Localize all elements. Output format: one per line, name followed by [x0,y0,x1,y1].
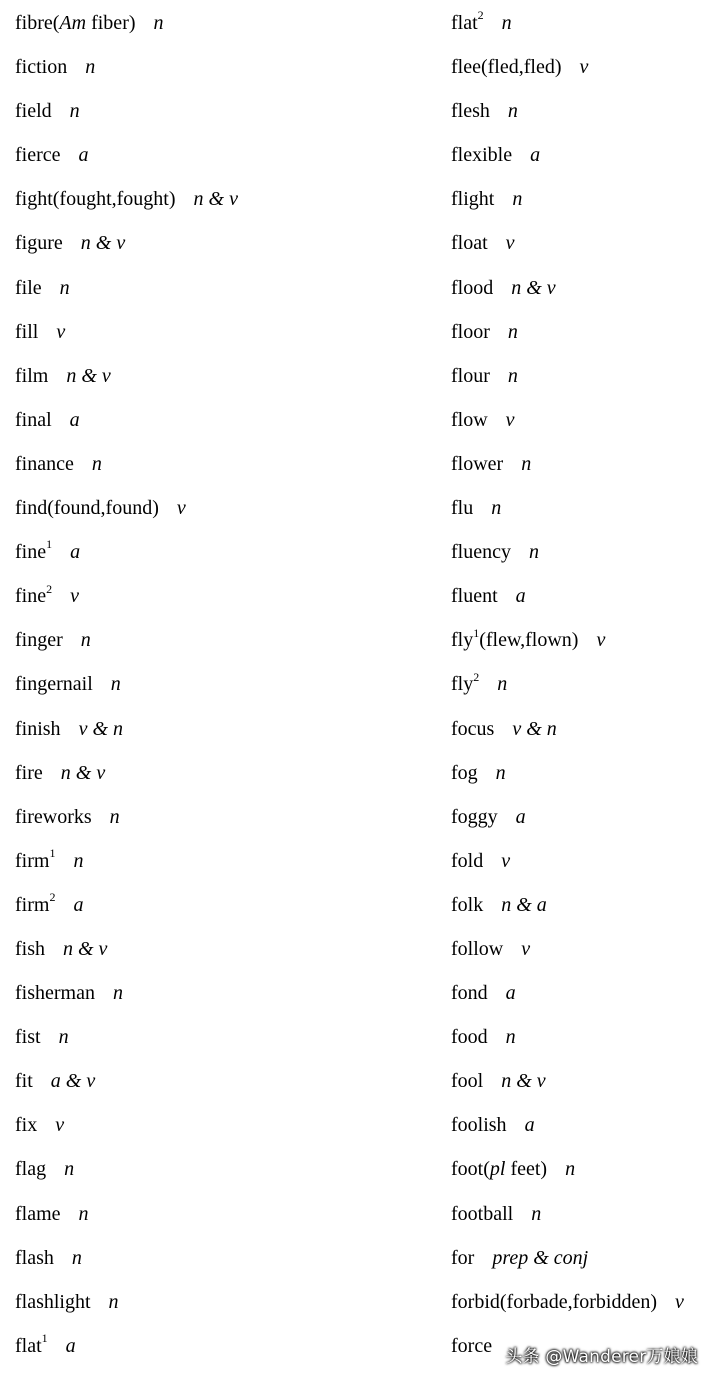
vocab-entry [451,184,709,228]
vocab-entry [15,96,435,140]
headword [451,850,483,872]
vocab-entry [15,934,435,978]
vocab-entry [15,1022,435,1066]
headword [15,1331,48,1357]
headword-text: fingernail [15,673,93,696]
headword-text: find(found,found) [15,497,159,520]
vocab-entry [15,361,435,405]
headword-text: folk [451,893,484,916]
headword [15,1158,46,1180]
headword [15,232,63,254]
part-of-speech: n [91,452,102,475]
vocab-entry [451,96,709,140]
vocab-entry [15,1110,435,1154]
vocab-entry [451,934,709,978]
headword [451,1158,547,1180]
headword [15,100,52,122]
part-of-speech: n [512,188,523,211]
part-of-speech: n [78,1202,89,1225]
vocab-entry [451,405,709,449]
headword [451,982,488,1004]
vocab-entry [15,978,435,1022]
headword [15,938,45,960]
part-of-speech: a & v [50,1070,96,1093]
headword [15,718,61,740]
headword [451,321,490,343]
headword-suffix: (flew,flown) [479,629,579,652]
vocab-entry [451,1066,709,1110]
part-of-speech: n & v [80,232,126,255]
headword [451,1203,513,1225]
part-of-speech: n [85,56,96,79]
part-of-speech: n & v [66,364,111,387]
headword-text: figure [15,232,63,255]
homograph-number: 1 [473,625,480,640]
headword-text: fly [451,673,474,696]
vocab-entry [15,581,435,625]
part-of-speech: n [565,1158,576,1181]
headword [451,1335,492,1357]
part-of-speech: n [112,982,123,1005]
part-of-speech: v [521,937,531,960]
headword [15,277,42,299]
vocab-entry [451,228,709,272]
headword [451,585,498,607]
headword-text: flower [451,452,504,475]
homograph-number: 2 [46,581,53,596]
part-of-speech: n [507,320,518,343]
headword-text: float [451,232,488,255]
part-of-speech: n [108,1290,119,1313]
headword [451,806,498,828]
headword-text: flight [451,188,495,211]
part-of-speech: n [110,673,121,696]
headword-text: flashlight [15,1290,91,1313]
part-of-speech: n & v [511,276,556,299]
vocab-entry [15,449,435,493]
headword [15,581,53,608]
part-of-speech: n [73,849,84,872]
homograph-number: 1 [41,1331,48,1346]
vocab-entry [15,890,435,934]
part-of-speech: a [515,805,526,828]
headword-text: finance [15,452,74,475]
headword [15,982,95,1004]
headword-text: fibre( [15,12,60,34]
headword-text: fluent [451,585,498,608]
vocab-entry [15,1199,435,1243]
headword [451,1247,474,1269]
vocab-entry [15,140,435,184]
headword-text: fine [15,541,47,564]
headword-text: fold [451,849,484,872]
vocab-entry [15,537,435,581]
headword-text: foolish [451,1114,507,1137]
headword-text: fire [15,761,43,784]
vocab-entry [451,449,709,493]
headword [15,321,38,343]
vocab-entry [15,493,435,537]
headword-text: forbid(forbade,forbidden) [451,1290,658,1313]
part-of-speech: n [69,100,80,123]
vocab-entry [451,140,709,184]
vocab-entry [451,8,709,52]
vocab-entry [451,978,709,1022]
vocab-entry [451,1022,709,1066]
headword [15,144,61,166]
vocab-entry [15,228,435,272]
headword-text: fit [15,1070,33,1093]
vocab-entry [451,52,709,96]
headword [451,1114,507,1136]
vocab-entry [451,890,709,934]
vocab-entry [451,1199,709,1243]
headword-suffix: fiber) [86,12,136,34]
part-of-speech: a [73,893,84,916]
part-of-speech: v [596,629,606,652]
part-of-speech: n [58,1026,69,1049]
headword-text: file [15,276,42,299]
homograph-number: 2 [49,890,56,905]
headword [15,890,56,916]
part-of-speech: v [55,1114,65,1137]
headword [451,453,503,475]
part-of-speech: a [69,408,80,431]
headword [15,1203,61,1225]
part-of-speech: a [515,585,526,608]
part-of-speech: n [59,276,70,299]
vocab-entry [451,1154,709,1198]
headword [451,718,494,740]
right-column [451,8,709,1375]
headword-text: fix [15,1114,38,1137]
headword-text: foggy [451,805,498,828]
headword [15,806,92,828]
homograph-number: 1 [46,537,53,552]
vocab-entry [15,1287,435,1331]
part-of-speech: n & v [60,761,106,784]
headword-text: finger [15,629,63,652]
headword [15,1070,33,1092]
vocab-entry [15,1243,435,1287]
vocab-entry [451,361,709,405]
headword-text: food [451,1026,488,1049]
part-of-speech: n & v [63,937,108,960]
vocab-entry [451,625,709,669]
part-of-speech: n & a [501,893,547,916]
part-of-speech: n [71,1246,82,1269]
headword-text: flee(fled,fled) [451,56,562,79]
vocab-entry [451,537,709,581]
headword-text: force [451,1334,493,1357]
headword-text: flu [451,497,474,520]
part-of-speech: n [507,364,518,387]
part-of-speech: n [521,452,532,475]
headword-text: focus [451,717,495,740]
part-of-speech: n [497,673,508,696]
headword-text: for [451,1246,475,1269]
vocab-entry [15,625,435,669]
headword [15,673,93,695]
vocab-entry [15,846,435,890]
part-of-speech: n [531,1202,542,1225]
headword-text: fireworks [15,805,92,828]
part-of-speech: v [70,585,79,608]
vocab-entry [451,802,709,846]
headword [15,188,176,210]
headword-text: foot( [451,1158,490,1181]
headword [15,762,43,784]
vocab-entry [451,758,709,802]
vocab-entry [451,1110,709,1154]
headword [451,541,511,563]
vocab-entry [15,317,435,361]
part-of-speech: n & v [193,188,238,211]
vocab-entry [15,1331,435,1375]
headword-text: fill [15,320,39,343]
headword [451,1026,488,1048]
headword [451,1070,483,1092]
headword [15,629,63,651]
vocab-entry [15,1154,435,1198]
vocab-entry [15,8,435,52]
headword-text: flash [15,1246,54,1269]
homograph-number: 2 [477,8,484,23]
variant-label: pl [489,1158,506,1181]
part-of-speech: n & v [501,1070,546,1093]
left-column [15,8,435,1375]
headword [451,365,490,387]
vocab-entry [451,581,709,625]
headword [451,625,579,652]
headword [451,669,480,696]
vocab-entry [451,1287,709,1331]
vocab-entry [451,1243,709,1287]
headword [451,409,488,431]
vocab-entry [15,1066,435,1110]
headword-text: floor [451,320,490,343]
vocab-entry [15,52,435,96]
headword [15,1026,41,1048]
part-of-speech: a [530,144,541,167]
headword [15,1247,54,1269]
headword [451,1291,657,1313]
watermark: 头条 @Wanderer万娘娘 [505,1347,698,1367]
headword-text: fiction [15,56,68,79]
part-of-speech: a [65,1334,76,1357]
headword-text: fine [15,585,47,608]
headword-text: firm [15,893,50,916]
vocab-entry [451,273,709,317]
part-of-speech: v [505,408,515,431]
homograph-number: 1 [49,846,56,861]
vocab-entry [15,184,435,228]
vocab-entry [15,669,435,713]
headword [451,56,561,78]
headword [451,497,473,519]
headword [451,8,484,34]
headword-text: fish [15,937,45,960]
vocab-entry [451,846,709,890]
part-of-speech: n [491,497,502,520]
headword [15,409,52,431]
headword [15,365,48,387]
vocab-entry [15,802,435,846]
part-of-speech: v [579,56,589,79]
headword-suffix: feet) [505,1158,548,1181]
headword [451,277,493,299]
part-of-speech: n [507,100,518,123]
headword [451,188,494,210]
headword [15,56,67,78]
part-of-speech: n [528,541,539,564]
vocab-entry [15,714,435,758]
part-of-speech: n [501,12,512,34]
part-of-speech: v [56,320,66,343]
vocab-entry [15,758,435,802]
part-of-speech: a [524,1114,535,1137]
part-of-speech: v [675,1290,684,1313]
part-of-speech: n [153,12,164,34]
part-of-speech: a [78,144,89,167]
headword [451,762,478,784]
headword-text: fisherman [15,982,95,1005]
vocab-entry [15,405,435,449]
headword [15,497,159,519]
headword-text: football [451,1202,514,1225]
vocab-entry [15,273,435,317]
headword [451,232,488,254]
homograph-number: 2 [473,669,480,684]
headword [15,537,53,564]
headword-text: fool [451,1070,484,1093]
headword-text: film [15,364,49,387]
headword-text: flood [451,276,494,299]
headword-text: follow [451,937,504,960]
part-of-speech: n [80,629,91,652]
part-of-speech: prep & conj [492,1246,589,1269]
headword-text: flag [15,1158,47,1181]
headword-text: flame [15,1202,61,1225]
headword [15,1114,37,1136]
vocab-entry [451,493,709,537]
headword-text: fond [451,982,488,1005]
headword-text: fluency [451,541,511,564]
headword-text: flesh [451,100,490,123]
part-of-speech: a [70,541,81,564]
part-of-speech: v [505,232,515,255]
headword [451,100,490,122]
part-of-speech: v & n [512,717,557,740]
headword [15,846,56,872]
headword-text: flexible [451,144,513,167]
headword-text: fog [451,761,478,784]
headword-text: firm [15,849,50,872]
vocab-entry [451,714,709,758]
headword [15,1291,91,1313]
headword-text: field [15,100,52,123]
headword-text: fist [15,1026,41,1049]
headword-text: fly [451,629,474,652]
headword-text: finish [15,717,61,740]
headword [451,894,483,916]
headword-text: flat [15,1334,42,1357]
part-of-speech: n [64,1158,75,1181]
variant-label: Am [59,12,87,34]
headword [451,144,512,166]
headword-text: flat [451,12,478,34]
part-of-speech: v & n [78,717,123,740]
headword-text: final [15,408,52,431]
headword-text: fierce [15,144,61,167]
part-of-speech: n [505,1026,516,1049]
part-of-speech: v [501,849,511,872]
vocab-entry [451,317,709,361]
vocab-entry [451,669,709,713]
part-of-speech: n [495,761,506,784]
part-of-speech: a [505,982,516,1005]
part-of-speech: v [176,497,186,520]
headword-text: fight(fought,fought) [15,188,176,211]
headword [15,453,74,475]
part-of-speech: n [109,805,120,828]
headword [15,12,136,34]
headword-text: flow [451,408,488,431]
headword [451,938,503,960]
headword-text: flour [451,364,490,387]
